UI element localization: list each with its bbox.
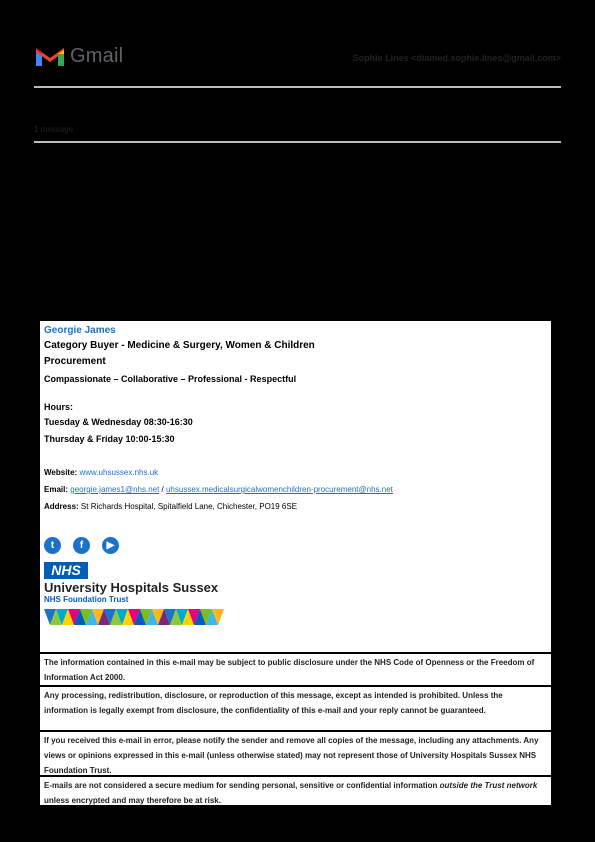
- signature-name: Georgie James: [44, 325, 116, 336]
- twitter-icon[interactable]: t: [44, 537, 61, 554]
- disclaimer-error: If you received this e-mail in error, please notify the sender and remove all copies of the message, including any attachments. Any views or opinions expressed in this e-mail (unless otherwise stated) may not represent those of University Hospitals Sussex NHS Foundation Trust.: [40, 732, 551, 775]
- email-signature: [40, 321, 551, 652]
- website-link[interactable]: www.uhsussex.nhs.uk: [79, 468, 159, 477]
- website-line: [44, 464, 547, 481]
- email-link-team[interactable]: uhsussex.medicalsurgicalwomenchildren-procurement@nhs.net: [165, 485, 393, 494]
- hours-label: Hours:: [44, 402, 73, 412]
- email-separator: /: [159, 485, 166, 494]
- email-label: Email:: [44, 485, 69, 494]
- trust-name: University Hospitals Sussex: [44, 580, 219, 595]
- signature-department: Procurement: [44, 356, 106, 367]
- disclaimer-confidentiality: Any processing, redistribution, disclosure, or reproduction of this message, except as intended is prohibited. Unless the information is legally exempt from disclosure, the confidentiality of this e-mail and your reply cannot be guaranteed.: [40, 687, 551, 730]
- disclaimer-security-emphasis: outside the Trust network: [439, 781, 538, 790]
- divider: [34, 141, 561, 143]
- youtube-icon[interactable]: ▶: [102, 537, 119, 554]
- hours-row: Thursday & Friday 10:00-15:30: [44, 434, 175, 444]
- hours-row: Tuesday & Wednesday 08:30-16:30: [44, 417, 193, 427]
- disclaimer-security: [40, 777, 551, 805]
- divider: [34, 86, 561, 88]
- signature-values: Compassionate – Collaborative – Professional - Respectful: [44, 374, 297, 384]
- social-links: [44, 537, 547, 554]
- gmail-wordmark: Gmail: [70, 44, 124, 67]
- gmail-m-icon: [34, 44, 66, 68]
- website-label: Website:: [44, 468, 78, 477]
- email-link-personal[interactable]: georgie.james1@nhs.net: [70, 485, 160, 494]
- gmail-header: [34, 42, 561, 72]
- message-count: 1 message: [34, 125, 74, 134]
- address-line: [44, 498, 547, 515]
- gmail-logo[interactable]: [34, 44, 123, 68]
- facebook-icon[interactable]: f: [73, 537, 90, 554]
- address-value: St Richards Hospital, Spitalfield Lane, Chichester, PO19 6SE: [80, 502, 298, 511]
- signature-title: Category Buyer - Medicine & Surgery, Women & Children: [44, 340, 315, 351]
- disclaimer-foi: The information contained in this e-mail may be subject to public disclosure under the NHS Code of Openness or the Freedom of Information Act 2000.: [40, 654, 551, 685]
- nhs-logo: NHS: [44, 562, 88, 579]
- email-line: [44, 481, 547, 498]
- brand-triangle-strip: [44, 609, 224, 625]
- account-label: Sophie Lines <diamed.sophie.lines@gmail.com>: [352, 53, 561, 63]
- disclaimer-security-text: E-mails are not considered a secure medium for sending personal, sensitive or confidential information: [44, 781, 440, 790]
- trust-subtitle: NHS Foundation Trust: [44, 595, 129, 604]
- disclaimer-security-text-end: unless encrypted and may therefore be at risk.: [44, 796, 221, 805]
- address-label: Address:: [44, 502, 79, 511]
